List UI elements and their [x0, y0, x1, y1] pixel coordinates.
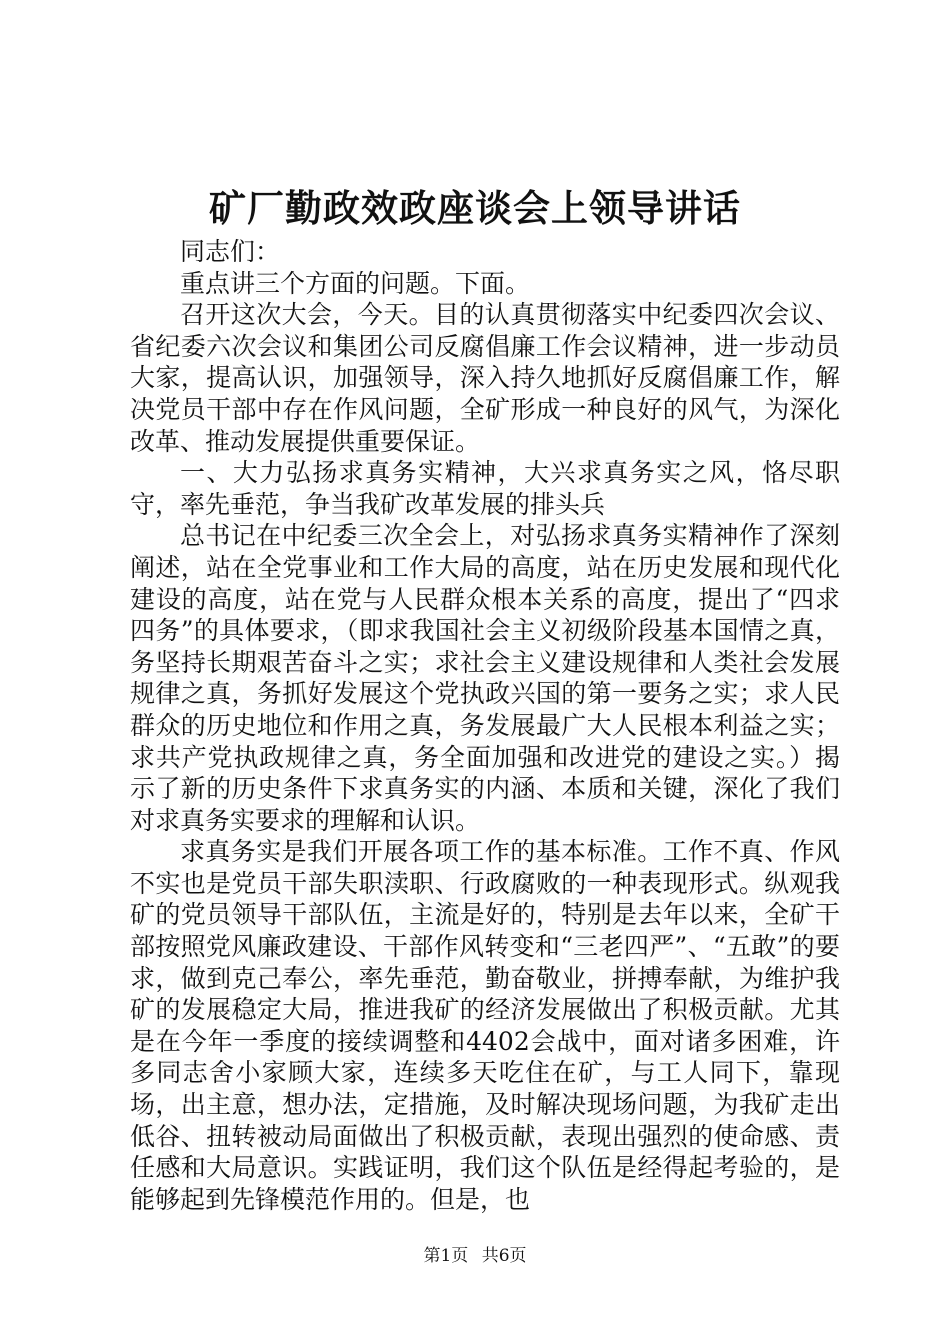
paragraph-four-seeks: 总书记在中纪委三次全会上，对弘扬求真务实精神作了深刻阐述，站在全党事业和工作大局的高度，站在历史发展和现代化建设的高度，站在党与人民群众根本关系的高度，提出了“四求四务”的具体要求，（即求我国社会主义初级阶段基本国情之真，务坚持长期艰苦奋斗之实；求社会主义建设规律和人类社会发展规律之真，务抓好发展这个党执政兴国的第一要务之实；求人民群众的历史地位和作用之真，务发展最广大人民根本利益之实；求共产党执政规律之真，务全面加强和改进党的建设之实。）揭示了新的历史条件下求真务实的内涵、本质和关键，深化了我们对求真务实要求的理解和认识。 [130, 521, 840, 835]
document-body [130, 236, 840, 1215]
paragraph-intro: 重点讲三个方面的问题。下面。 [180, 268, 531, 298]
page-total: 共6页 [481, 1246, 527, 1266]
paragraph-purpose: 召开这次大会，今天。目的认真贯彻落实中纪委四次会议、省纪委六次会议和集团公司反腐倡廉工作会议精神，进一步动员大家，提高认识，加强领导，深入持久地抓好反腐倡廉工作，解决党员干部中存在作风问题，全矿形成一种良好的风气，为深化改革、推动发展提供重要保证。 [130, 300, 840, 456]
page-footer [0, 1244, 950, 1268]
paragraph-standard: 求真务实是我们开展各项工作的基本标准。工作不真、作风不实也是党员干部失职渎职、行政腐败的一种表现形式。纵观我矿的党员领导干部队伍，主流是好的，特别是去年以来，全矿干部按照党风廉政建设、干部作风转变和“三老四严”、“五敢”的要求，做到克己奉公，率先垂范，勤奋敬业，拼搏奉献，为维护我矿的发展稳定大局，推进我矿的经济发展做出了积极贡献。尤其是在今年一季度的接续调整和4402会战中，面对诸多困难，许多同志舍小家顾大家，连续多天吃住在矿，与工人同下，靠现场，出主意，想办法，定措施，及时解决现场问题，为我矿走出低谷、扭转被动局面做出了积极贡献，表现出强烈的使命感、责任感和大局意识。实践证明，我们这个队伍是经得起考验的，是能够起到先锋模范作用的。但是，也 [130, 837, 840, 1214]
document-title: 矿厂勤政效政座谈会上领导讲话 [209, 186, 741, 230]
paragraph-salutation: 同志们： [180, 237, 281, 266]
page-number: 第1页 [423, 1246, 469, 1266]
section-heading-one: 一、大力弘扬求真务实精神，大兴求真务实之风，恪尽职守，率先垂范，争当我矿改革发展的排头兵 [130, 458, 840, 519]
